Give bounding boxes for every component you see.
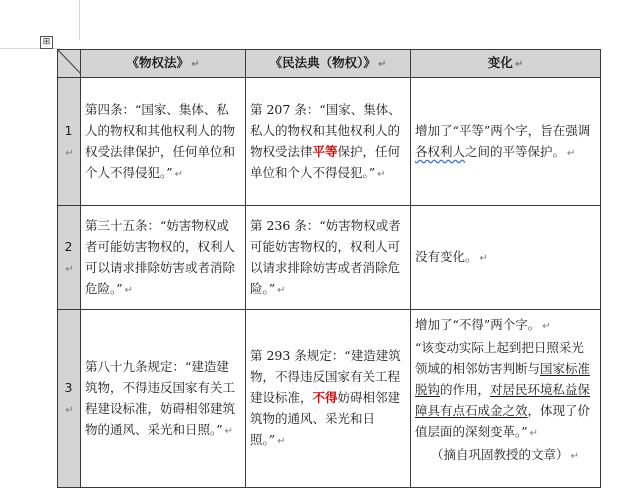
old-law-cell: 第八十九条规定：“建造建筑物，不得违反国家有关工程建设标准，妨碍相邻建筑物的通风、采光和日照。” ↵ — [81, 310, 246, 488]
header-row — [58, 50, 601, 78]
corner-cell — [58, 50, 81, 78]
old-law-cell: 第三十五条：“妨害物权或者可能妨害物权的，权利人可以请求排除妨害或者消除危险。” ↵ — [81, 206, 246, 310]
header-old-law: 《物权法》 ↵ — [81, 50, 246, 78]
underlined-phrase: 对居民环境私益保障具有点石成金之效 — [415, 382, 591, 418]
civil-code-cell: 第 293 条规定：“建造建筑物，不得违反国家有关工程建设标准，不得妨碍相邻建筑物的通风、采光和日照。” ↵ — [246, 310, 411, 488]
table-row — [58, 206, 601, 310]
header-civil-code: 《民法典（物权）》 ↵ — [246, 50, 411, 78]
comparison-table — [57, 49, 601, 488]
change-paragraph: 增加了“不得”两个字。 ↵ — [415, 317, 551, 332]
civil-code-cell: 第 207 条：“国家、集体、私人的物权和其他权利人的物权受法律平等保护，任何单位和个人不得侵犯。” ↵ — [246, 78, 411, 206]
spellcheck-underline: 各权利人 — [415, 143, 466, 159]
table-move-handle-icon[interactable]: ⊞ — [40, 36, 53, 49]
highlight-added-text: 不得 — [312, 390, 338, 405]
change-cell: 增加了“平等”两个字，旨在强调各权利人之间的平等保护。 ↵ — [411, 78, 601, 206]
underlined-phrase: 国家标准脱钩 — [415, 361, 591, 397]
header-change: 变化 ↵ — [411, 50, 601, 78]
row-number: 3↵ — [58, 310, 81, 488]
row-number: 2↵ — [58, 206, 81, 310]
table-row — [58, 78, 601, 206]
civil-code-cell: 第 236 条：“妨害物权或者可能妨害物权的，权利人可以请求排除妨害或者消除危险。” ↵ — [246, 206, 411, 310]
highlight-added-text: 平等 — [312, 143, 338, 159]
source-citation: （摘自巩固教授的文章） ↵ — [431, 447, 579, 462]
margin-guide-vertical — [79, 0, 80, 40]
diagonal-line-icon — [58, 50, 81, 74]
change-cell: 没有变化。 ↵ — [411, 206, 601, 310]
change-cell — [411, 310, 601, 488]
old-law-cell: 第四条：“国家、集体、私人的物权和其他权利人的物权受法律保护，任何单位和个人不得侵犯。” ↵ — [81, 78, 246, 206]
table-row — [58, 310, 601, 488]
row-number: 1↵ — [58, 78, 81, 206]
quote-paragraph: “该变动实际上起到把日照采光领域的相邻妨害判断与国家标准脱钩的作用，对居民环境私益保障具有点石成金之效，体现了价值层面的深刻变革。” ↵ — [415, 340, 591, 439]
